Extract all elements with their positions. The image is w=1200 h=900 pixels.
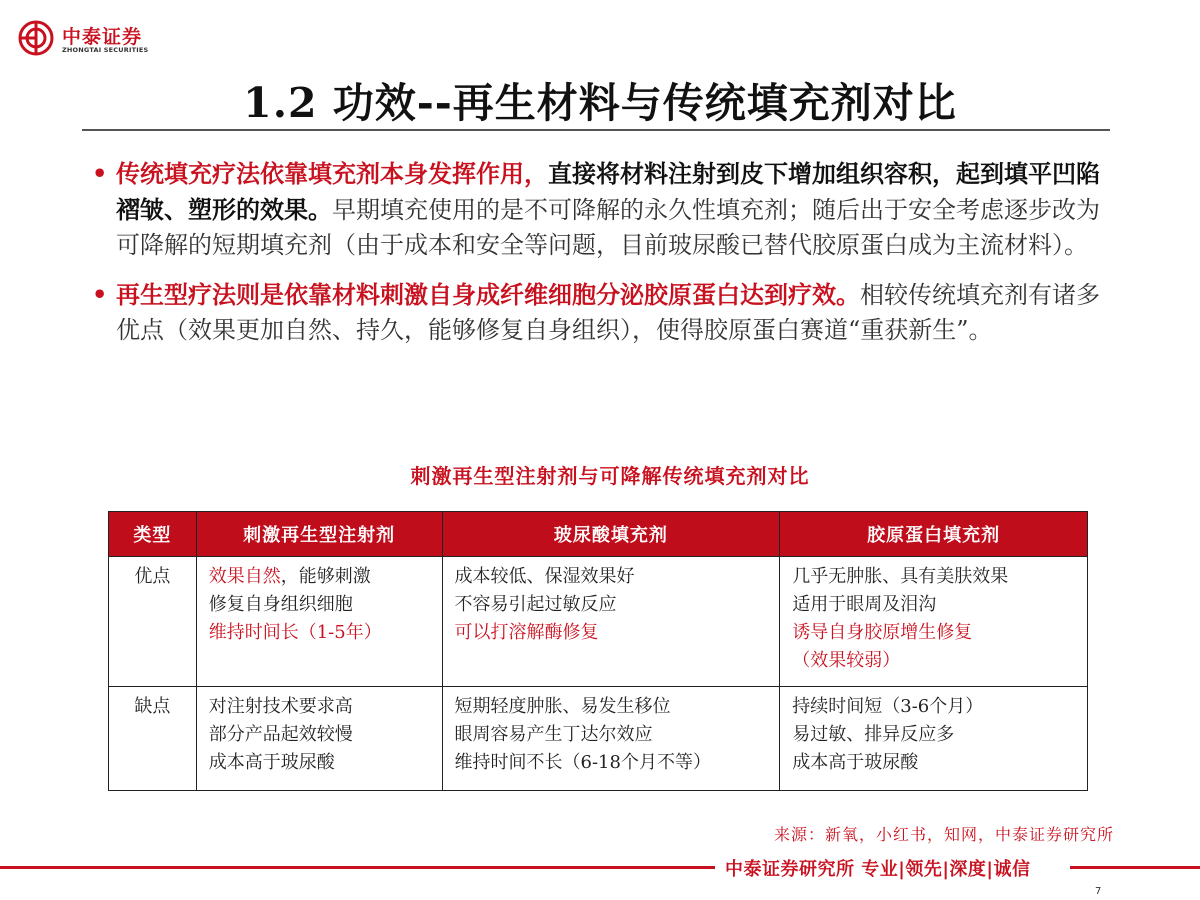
footer-slogan: 中泰证券研究所 专业|领先|深度|诚信 — [725, 859, 1031, 880]
source-note: 来源：新氧，小红书，知网，中泰证券研究所 — [773, 825, 1114, 844]
cell-highlight-text: 维持时间长（1-5年） — [208, 622, 382, 643]
page-number: 7 — [1095, 886, 1102, 897]
bullet-list — [92, 156, 1102, 362]
cell-line — [209, 721, 432, 749]
cell-line — [792, 591, 1077, 619]
bullet-highlight: 再生型疗法则是依靠材料刺激自身成纤维细胞分泌胶原蛋白达到疗效。 — [116, 280, 860, 309]
table-cell — [196, 557, 442, 687]
cell-line — [455, 749, 770, 777]
table-cell — [442, 687, 780, 791]
header-hyaluronic: 玻尿酸填充剂 — [442, 512, 780, 557]
logo-chinese-name: 中泰证券 — [62, 26, 143, 48]
zhongtai-logo-icon — [18, 20, 54, 56]
cell-text: 成本高于玻尿酸 — [792, 752, 919, 773]
logo-english-name: ZHONGTAI SECURITIES — [62, 46, 149, 54]
header-type: 类型 — [109, 512, 197, 557]
bullet-dot-icon: • — [92, 159, 108, 188]
cell-text: 眼周容易产生丁达尔效应 — [454, 724, 653, 745]
cell-text: 成本较低、保湿效果好 — [454, 566, 635, 587]
comparison-table — [108, 511, 1088, 791]
cell-text: 几乎无肿胀、具有美肤效果 — [792, 566, 1009, 587]
cell-highlight-text: 可以打溶解酶修复 — [454, 622, 599, 643]
cell-line — [455, 721, 770, 749]
cell-line — [792, 749, 1077, 777]
cell-text: 维持时间不长（6-18个月不等） — [454, 752, 711, 773]
table-cell — [780, 557, 1088, 687]
bullet-highlight: 传统填充疗法依靠填充剂本身发挥作用， — [116, 159, 548, 188]
table-cell — [780, 687, 1088, 791]
cell-text: 成本高于玻尿酸 — [208, 752, 335, 773]
bullet-text: 相较传统填充剂有诸多优点（效果更加自然、持久，能够修复自身组织），使得胶原蛋白赛道“重获新生”。 — [116, 281, 1100, 344]
cell-line — [209, 591, 432, 619]
cell-line — [455, 591, 770, 619]
cell-text: ，能够刺激 — [280, 566, 371, 587]
bullet-text: 早期填充使用的是不可降解的永久性填充剂；随后出于安全考虑逐步改为可降解的短期填充剂（由于成本和安全等问题，目前玻尿酸已替代胶原蛋白成为主流材料）。 — [116, 196, 1100, 259]
header-collagen: 胶原蛋白填充剂 — [780, 512, 1088, 557]
cell-line — [455, 693, 770, 721]
footer-divider-right — [1070, 866, 1200, 869]
company-logo — [18, 20, 218, 64]
cell-line — [209, 749, 432, 777]
cell-line — [792, 693, 1077, 721]
cell-text: 适用于眼周及泪沟 — [792, 594, 937, 615]
bullet-dot-icon: • — [92, 280, 108, 309]
row-label: 优点 — [109, 557, 197, 687]
bullet-item — [92, 277, 1102, 348]
table-cell — [196, 687, 442, 791]
cell-text: 修复自身组织细胞 — [208, 594, 353, 615]
cell-line — [792, 563, 1077, 591]
title-divider — [82, 129, 1110, 131]
cell-line — [792, 619, 1077, 647]
cell-line — [209, 563, 432, 591]
cell-line — [792, 721, 1077, 749]
cell-line — [792, 647, 1077, 675]
header-regenerative: 刺激再生型注射剂 — [196, 512, 442, 557]
cell-text: 持续时间短（3-6个月） — [792, 696, 984, 717]
footer-divider — [0, 866, 715, 869]
table-row — [109, 557, 1088, 687]
bullet-item — [92, 156, 1102, 263]
cell-text: 不容易引起过敏反应 — [454, 594, 617, 615]
cell-highlight-text: （效果较弱） — [792, 650, 901, 671]
cell-line — [455, 563, 770, 591]
cell-line — [455, 619, 770, 647]
cell-highlight-text: 诱导自身胶原增生修复 — [792, 622, 973, 643]
table-cell — [442, 557, 780, 687]
cell-text: 部分产品起效较慢 — [208, 724, 353, 745]
cell-text: 短期轻度肿胀、易发生移位 — [454, 696, 671, 717]
cell-line — [209, 693, 432, 721]
table-row — [109, 687, 1088, 791]
page-title: 1.2 功效--再生材料与传统填充剂对比 — [243, 79, 957, 127]
cell-line — [209, 619, 432, 647]
table-caption: 刺激再生型注射剂与可降解传统填充剂对比 — [410, 464, 810, 488]
cell-text: 易过敏、排异反应多 — [792, 724, 955, 745]
table-header-row — [109, 512, 1088, 557]
cell-text: 对注射技术要求高 — [208, 696, 353, 717]
row-label: 缺点 — [109, 687, 197, 791]
bullet-emphasis: 直接将材料注射到皮下增加组织容积，起到填平凹陷褶皱、塑形的效果。 — [116, 159, 1100, 224]
cell-highlight-text: 效果自然 — [208, 566, 281, 587]
